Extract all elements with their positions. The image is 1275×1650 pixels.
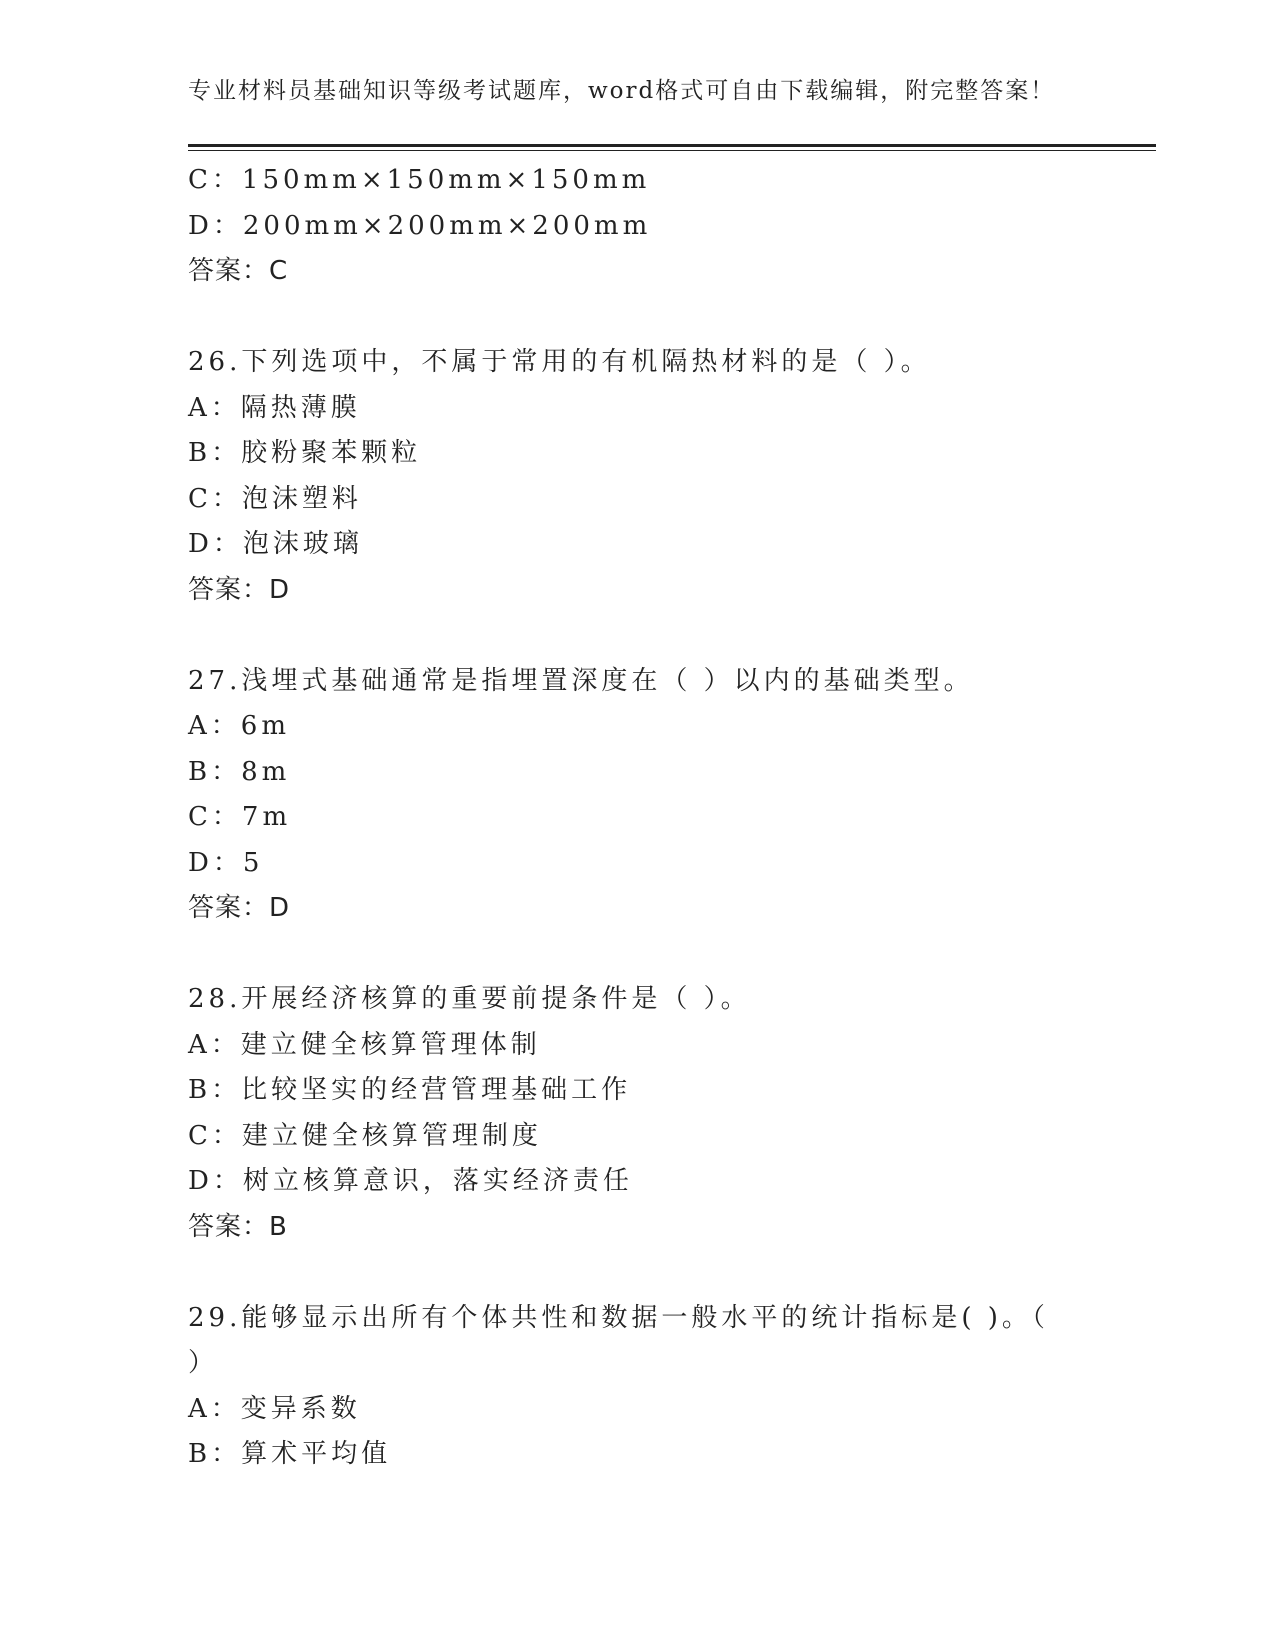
option-line (188, 1023, 1068, 1069)
question-29 (188, 1296, 1068, 1478)
option-label: D： (188, 1166, 243, 1196)
option-text: 比较坚实的经营管理基础工作 (241, 1075, 632, 1105)
spacer (188, 932, 1068, 978)
spacer (188, 1250, 1068, 1296)
option-text: 200mm×200mm×200mm (242, 210, 652, 241)
option-label: D： (188, 210, 243, 241)
option-label: B： (188, 756, 242, 787)
question-stem: 26.下列选项中，不属于常用的有机隔热材料的是（ ）。 (188, 347, 931, 377)
option-label: B： (188, 1439, 242, 1469)
answer-line: 答案：B (188, 1211, 288, 1242)
option-line (188, 431, 1068, 477)
option-line (188, 522, 1068, 568)
option-label: A： (188, 392, 241, 423)
option-text: 6m (240, 711, 290, 741)
question-26 (188, 340, 1068, 613)
option-line (188, 477, 1068, 523)
option-line (188, 841, 1068, 887)
option-line (188, 1432, 1068, 1478)
option-label: C： (188, 165, 242, 195)
carryover-block (188, 158, 1068, 295)
page-header: 专业材料员基础知识等级考试题库，word格式可自由下载编辑，附完整答案！ (188, 78, 1056, 104)
option-text: 7m (241, 802, 292, 832)
header-rule-thin (188, 150, 1156, 151)
option-line (188, 158, 1068, 204)
option-line (188, 795, 1068, 841)
option-text: 胶粉聚苯颗粒 (241, 438, 422, 468)
option-text: 150mm×150mm×150mm (241, 165, 651, 195)
option-line (188, 1114, 1068, 1160)
question-stem: 28.开展经济核算的重要前提条件是（ ）。 (188, 984, 751, 1014)
option-label: D： (188, 529, 243, 559)
option-label: C： (188, 483, 242, 514)
option-text: 8m (241, 756, 291, 787)
question-stem: 27.浅埋式基础通常是指埋置深度在（ ）以内的基础类型。 (188, 665, 974, 696)
option-line (188, 1387, 1068, 1433)
question-stem: 29.能够显示出所有个体共性和数据一般水平的统计指标是( )。（ (188, 1302, 1049, 1333)
header-rule-thick (188, 144, 1156, 147)
option-line (188, 750, 1068, 796)
option-text: 建立健全核算管理体制 (240, 1029, 541, 1060)
option-label: C： (188, 1120, 242, 1151)
answer-line: 答案：D (188, 893, 291, 923)
option-label: B： (188, 1075, 242, 1105)
option-label: A： (188, 1029, 241, 1060)
spacer (188, 295, 1068, 341)
option-text: 泡沫塑料 (241, 483, 362, 514)
option-text: 5 (242, 847, 264, 878)
option-text: 算术平均值 (241, 1439, 392, 1469)
option-line (188, 386, 1068, 432)
question-28 (188, 977, 1068, 1250)
question-content (188, 158, 1068, 1478)
option-label: D： (188, 847, 243, 878)
option-text: 建立健全核算管理制度 (241, 1120, 542, 1151)
answer-line: 答案：C (188, 256, 289, 286)
option-text: 泡沫玻璃 (242, 529, 363, 559)
question-27 (188, 659, 1068, 932)
option-line (188, 704, 1068, 750)
option-label: A： (188, 1393, 241, 1424)
option-line (188, 204, 1068, 250)
option-text: 树立核算意识，落实经济责任 (242, 1166, 633, 1196)
option-text: 隔热薄膜 (240, 392, 361, 423)
option-label: C： (188, 802, 242, 832)
spacer (188, 613, 1068, 659)
option-label: A： (188, 711, 241, 741)
option-line (188, 1068, 1068, 1114)
option-label: B： (188, 438, 242, 468)
option-line (188, 1159, 1068, 1205)
question-stem-continuation: ） (188, 1348, 219, 1378)
option-text: 变异系数 (240, 1393, 361, 1424)
answer-line: 答案：D (188, 574, 291, 605)
